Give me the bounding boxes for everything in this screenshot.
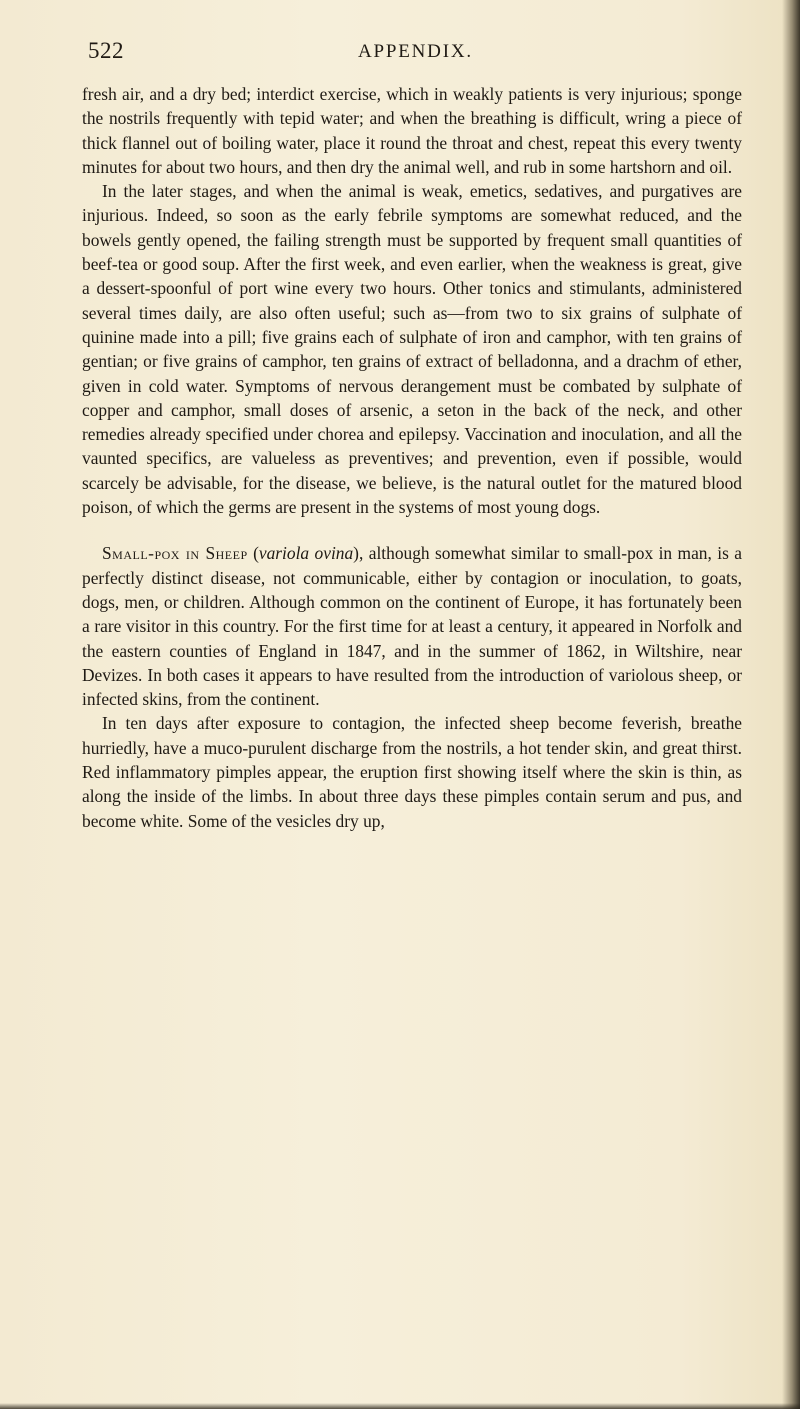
- heading-paren-close: ): [353, 543, 359, 564]
- paragraph-later-stages: In the later stages, and when the animal is weak, emetics, sedatives, and purgatives are injurious. Indeed, so soon as the early febrile symptoms are somewhat reduced, and the bowels gently opened, the failing strength must be supported by frequent small quantities of beef-tea or good soup. After the first week, and even earlier, when the weakness is great, give a dessert-spoonful of port wine every two hours. Other tonics and stimulants, administered several times daily, are also often useful; such as—from two to six grains of sulphate of quinine made into a pill; five grains each of sulphate of iron and camphor, with ten grains of gentian; or five grains of camphor, ten grains of extract of belladonna, and a drachm of ether, given in cold water. Symptoms of nervous derangement must be combated by sulphate of copper and camphor, small doses of arsenic, a seton in the back of the neck, and other remedies already specified under chorea and epilepsy. Vaccination and inoculation, and all the vaunted specifics, are valueless as preventives; and prevention, even if possible, would scarcely be advisable, for the disease, we believe, is the natural outlet for the matured blood poison, of which the germs are present in the systems of most young dogs.: [82, 181, 742, 518]
- page-bottom-shadow: [0, 1403, 800, 1409]
- latin-name: variola ovina: [258, 543, 354, 564]
- paragraph-continuation: fresh air, and a dry bed; interdict exercise, which in weakly patients is very injurious; sponge the nostrils frequently with tepid water; and when the breathing is difficult, wring a piece of thick flannel out of boiling water, place it round the throat and chest, repeat this every twenty minutes for about two hours, and then dry the animal well, and rub in some hartshorn and oil.: [82, 84, 742, 177]
- section-small-pox-in-sheep: [82, 541, 742, 711]
- page-number: 522: [88, 38, 124, 63]
- section-lead-text: , although somewhat similar to small-pox in man, is a perfectly distinct disease, not communicable, either by contagion or inoculation, to goats, dogs, men, or children. Although common on the continent of Europe, it has fortunately been a rare visitor in this country. For the first time for at least a century, it appeared in Norfolk and the eastern counties of England in 1847, and in the summer of 1862, in Wiltshire, near Devizes. In both cases it appears to have resulted from the introduction of variolous sheep, or infected skins, from the continent.: [82, 543, 742, 710]
- page-header: [88, 38, 748, 68]
- section-heading: Small-pox in Sheep: [102, 543, 248, 564]
- running-head: APPENDIX.: [358, 41, 473, 62]
- paragraph-symptoms: In ten days after exposure to contagion, the infected sheep become feverish, breathe hurriedly, have a muco-purulent discharge from the nostrils, a hot tender skin, and great thirst. Red inflammatory pimples appear, the eruption first showing itself where the skin is thin, as along the inside of the limbs. In about three days these pimples contain serum and pus, and become white. Some of the vesicles dry up,: [82, 713, 742, 831]
- body-text: [82, 82, 742, 833]
- page-edge-shadow: [782, 0, 800, 1409]
- heading-paren-open: (: [247, 543, 259, 564]
